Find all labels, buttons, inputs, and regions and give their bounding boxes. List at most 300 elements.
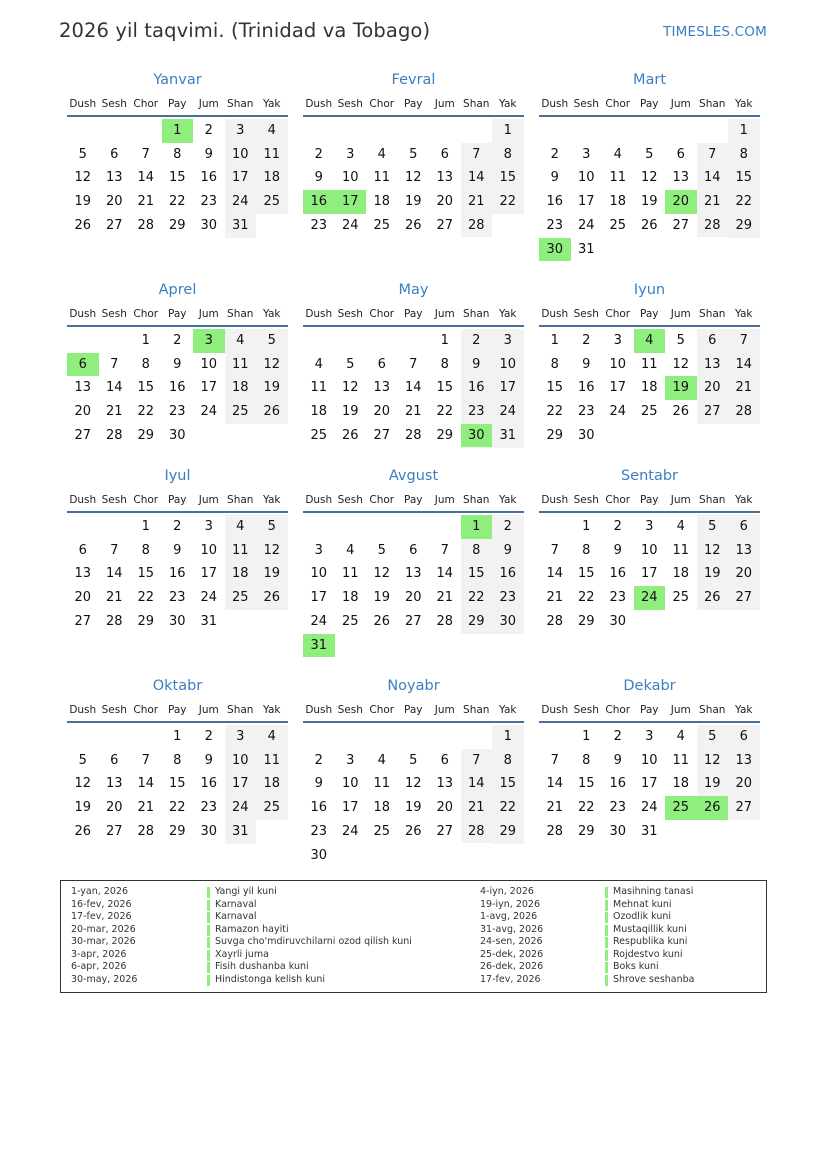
day-cell[interactable]: 27: [436, 823, 454, 839]
day-cell[interactable]: 12: [74, 170, 92, 186]
day-cell[interactable]: 24: [231, 800, 249, 816]
day-cell[interactable]: 13: [74, 566, 92, 582]
day-cell[interactable]: 22: [436, 404, 454, 420]
day-cell[interactable]: 6: [440, 146, 449, 162]
day-cell[interactable]: 20: [105, 800, 123, 816]
day-cell[interactable]: 16: [310, 800, 328, 816]
day-cell[interactable]: 31: [640, 823, 658, 839]
day-cell[interactable]: 7: [409, 356, 418, 372]
day-cell[interactable]: 26: [341, 427, 359, 443]
day-cell[interactable]: 18: [341, 590, 359, 606]
day-cell[interactable]: 29: [168, 823, 186, 839]
day-cell[interactable]: 1: [503, 123, 512, 138]
day-cell[interactable]: 19: [703, 776, 721, 792]
day-cell[interactable]: 5: [645, 146, 654, 162]
day-cell[interactable]: 31: [231, 217, 249, 233]
day-cell[interactable]: 26: [404, 823, 422, 839]
day-cell[interactable]: 23: [577, 404, 595, 420]
holiday-day[interactable]: 1: [461, 515, 493, 539]
day-cell[interactable]: 21: [467, 800, 485, 816]
day-cell[interactable]: 4: [236, 519, 245, 534]
day-cell[interactable]: 30: [168, 613, 186, 629]
day-cell[interactable]: 5: [409, 752, 418, 768]
day-cell[interactable]: 8: [739, 146, 748, 162]
day-cell[interactable]: 20: [703, 380, 721, 396]
day-cell[interactable]: 28: [105, 427, 123, 443]
day-cell[interactable]: 26: [404, 217, 422, 233]
day-cell[interactable]: 18: [672, 776, 690, 792]
day-cell[interactable]: 8: [141, 356, 150, 372]
day-cell[interactable]: 15: [436, 380, 454, 396]
day-cell[interactable]: 12: [341, 380, 359, 396]
day-cell[interactable]: 18: [373, 800, 391, 816]
day-cell[interactable]: 16: [546, 194, 564, 210]
day-cell[interactable]: 10: [341, 170, 359, 186]
day-cell[interactable]: 4: [676, 729, 685, 744]
day-cell[interactable]: 23: [200, 800, 218, 816]
day-cell[interactable]: 14: [105, 380, 123, 396]
day-cell[interactable]: 27: [74, 427, 92, 443]
day-cell[interactable]: 21: [436, 590, 454, 606]
day-cell[interactable]: 27: [703, 404, 721, 420]
day-cell[interactable]: 31: [200, 613, 218, 629]
day-cell[interactable]: 13: [735, 752, 753, 768]
day-cell[interactable]: 7: [739, 333, 748, 348]
day-cell[interactable]: 14: [735, 356, 753, 372]
day-cell[interactable]: 11: [231, 542, 249, 558]
day-cell[interactable]: 8: [550, 356, 559, 372]
day-cell[interactable]: 8: [173, 146, 182, 162]
day-cell[interactable]: 4: [267, 123, 276, 138]
day-cell[interactable]: 22: [168, 800, 186, 816]
day-cell[interactable]: 4: [236, 333, 245, 348]
day-cell[interactable]: 9: [582, 356, 591, 372]
day-cell[interactable]: 17: [231, 170, 249, 186]
day-cell[interactable]: 2: [173, 519, 182, 534]
day-cell[interactable]: 18: [263, 170, 281, 186]
day-cell[interactable]: 2: [204, 729, 213, 744]
day-cell[interactable]: 16: [577, 380, 595, 396]
day-cell[interactable]: 2: [173, 333, 182, 348]
day-cell[interactable]: 14: [137, 776, 155, 792]
day-cell[interactable]: 28: [105, 613, 123, 629]
day-cell[interactable]: 3: [236, 729, 245, 744]
day-cell[interactable]: 1: [173, 729, 182, 744]
day-cell[interactable]: 18: [231, 380, 249, 396]
day-cell[interactable]: 3: [314, 542, 323, 558]
day-cell[interactable]: 10: [231, 146, 249, 162]
day-cell[interactable]: 14: [404, 380, 422, 396]
day-cell[interactable]: 8: [503, 752, 512, 768]
day-cell[interactable]: 23: [200, 194, 218, 210]
day-cell[interactable]: 20: [436, 800, 454, 816]
day-cell[interactable]: 18: [672, 566, 690, 582]
day-cell[interactable]: 23: [609, 800, 627, 816]
holiday-day[interactable]: 3: [193, 329, 225, 353]
day-cell[interactable]: 15: [168, 170, 186, 186]
day-cell[interactable]: 1: [582, 519, 591, 534]
day-cell[interactable]: 14: [546, 776, 564, 792]
day-cell[interactable]: 4: [346, 542, 355, 558]
day-cell[interactable]: 11: [341, 566, 359, 582]
day-cell[interactable]: 10: [310, 566, 328, 582]
day-cell[interactable]: 26: [74, 217, 92, 233]
day-cell[interactable]: 8: [582, 752, 591, 768]
day-cell[interactable]: 13: [703, 356, 721, 372]
day-cell[interactable]: 24: [640, 800, 658, 816]
day-cell[interactable]: 30: [499, 613, 517, 629]
day-cell[interactable]: 25: [310, 427, 328, 443]
day-cell[interactable]: 30: [609, 823, 627, 839]
day-cell[interactable]: 16: [200, 170, 218, 186]
day-cell[interactable]: 6: [409, 542, 418, 558]
day-cell[interactable]: 29: [577, 823, 595, 839]
day-cell[interactable]: 26: [640, 217, 658, 233]
day-cell[interactable]: 6: [708, 333, 717, 348]
day-cell[interactable]: 28: [467, 823, 485, 839]
day-cell[interactable]: 15: [735, 170, 753, 186]
day-cell[interactable]: 13: [105, 776, 123, 792]
day-cell[interactable]: 9: [314, 776, 323, 792]
day-cell[interactable]: 28: [546, 613, 564, 629]
day-cell[interactable]: 5: [377, 542, 386, 558]
day-cell[interactable]: 14: [703, 170, 721, 186]
day-cell[interactable]: 1: [141, 519, 150, 534]
day-cell[interactable]: 7: [708, 146, 717, 162]
day-cell[interactable]: 4: [267, 729, 276, 744]
day-cell[interactable]: 25: [263, 194, 281, 210]
day-cell[interactable]: 6: [739, 519, 748, 534]
day-cell[interactable]: 14: [137, 170, 155, 186]
day-cell[interactable]: 24: [310, 613, 328, 629]
day-cell[interactable]: 11: [373, 776, 391, 792]
day-cell[interactable]: 23: [168, 404, 186, 420]
day-cell[interactable]: 15: [168, 776, 186, 792]
day-cell[interactable]: 11: [373, 170, 391, 186]
day-cell[interactable]: 3: [236, 123, 245, 138]
day-cell[interactable]: 7: [550, 542, 559, 558]
day-cell[interactable]: 21: [105, 404, 123, 420]
day-cell[interactable]: 24: [200, 404, 218, 420]
day-cell[interactable]: 17: [310, 590, 328, 606]
day-cell[interactable]: 5: [708, 519, 717, 534]
day-cell[interactable]: 5: [267, 519, 276, 534]
day-cell[interactable]: 17: [200, 380, 218, 396]
day-cell[interactable]: 1: [550, 333, 559, 348]
day-cell[interactable]: 15: [577, 776, 595, 792]
day-cell[interactable]: 8: [582, 542, 591, 558]
day-cell[interactable]: 23: [546, 217, 564, 233]
day-cell[interactable]: 22: [137, 590, 155, 606]
day-cell[interactable]: 1: [141, 333, 150, 348]
day-cell[interactable]: 5: [409, 146, 418, 162]
day-cell[interactable]: 6: [440, 752, 449, 768]
day-cell[interactable]: 22: [577, 800, 595, 816]
day-cell[interactable]: 30: [577, 427, 595, 443]
day-cell[interactable]: 21: [137, 800, 155, 816]
day-cell[interactable]: 15: [137, 566, 155, 582]
day-cell[interactable]: 15: [467, 566, 485, 582]
day-cell[interactable]: 3: [582, 146, 591, 162]
day-cell[interactable]: 3: [346, 146, 355, 162]
day-cell[interactable]: 3: [346, 752, 355, 768]
day-cell[interactable]: 21: [546, 800, 564, 816]
day-cell[interactable]: 17: [231, 776, 249, 792]
day-cell[interactable]: 19: [341, 404, 359, 420]
day-cell[interactable]: 30: [200, 217, 218, 233]
day-cell[interactable]: 17: [609, 380, 627, 396]
day-cell[interactable]: 13: [373, 380, 391, 396]
day-cell[interactable]: 8: [173, 752, 182, 768]
day-cell[interactable]: 28: [404, 427, 422, 443]
day-cell[interactable]: 29: [735, 217, 753, 233]
day-cell[interactable]: 2: [472, 333, 481, 348]
day-cell[interactable]: 6: [110, 146, 119, 162]
day-cell[interactable]: 12: [703, 752, 721, 768]
day-cell[interactable]: 16: [609, 776, 627, 792]
day-cell[interactable]: 19: [263, 380, 281, 396]
holiday-day[interactable]: 1: [162, 119, 194, 143]
day-cell[interactable]: 18: [373, 194, 391, 210]
holiday-day[interactable]: 25: [665, 796, 697, 820]
day-cell[interactable]: 20: [373, 404, 391, 420]
day-cell[interactable]: 9: [314, 170, 323, 186]
day-cell[interactable]: 14: [546, 566, 564, 582]
day-cell[interactable]: 25: [640, 404, 658, 420]
holiday-day[interactable]: 17: [335, 190, 367, 214]
day-cell[interactable]: 9: [503, 542, 512, 558]
day-cell[interactable]: 31: [499, 427, 517, 443]
day-cell[interactable]: 27: [105, 823, 123, 839]
day-cell[interactable]: 16: [609, 566, 627, 582]
day-cell[interactable]: 11: [672, 542, 690, 558]
day-cell[interactable]: 24: [609, 404, 627, 420]
holiday-day[interactable]: 4: [634, 329, 666, 353]
day-cell[interactable]: 7: [141, 146, 150, 162]
day-cell[interactable]: 11: [231, 356, 249, 372]
day-cell[interactable]: 9: [204, 146, 213, 162]
day-cell[interactable]: 6: [78, 542, 87, 558]
day-cell[interactable]: 5: [676, 333, 685, 348]
day-cell[interactable]: 25: [231, 590, 249, 606]
day-cell[interactable]: 27: [74, 613, 92, 629]
day-cell[interactable]: 9: [204, 752, 213, 768]
day-cell[interactable]: 7: [472, 146, 481, 162]
day-cell[interactable]: 21: [546, 590, 564, 606]
day-cell[interactable]: 11: [263, 146, 281, 162]
day-cell[interactable]: 2: [314, 752, 323, 768]
day-cell[interactable]: 19: [373, 590, 391, 606]
day-cell[interactable]: 12: [263, 356, 281, 372]
day-cell[interactable]: 9: [173, 542, 182, 558]
day-cell[interactable]: 11: [263, 752, 281, 768]
day-cell[interactable]: 8: [503, 146, 512, 162]
day-cell[interactable]: 24: [577, 217, 595, 233]
day-cell[interactable]: 23: [168, 590, 186, 606]
day-cell[interactable]: 2: [314, 146, 323, 162]
day-cell[interactable]: 13: [74, 380, 92, 396]
day-cell[interactable]: 25: [231, 404, 249, 420]
day-cell[interactable]: 28: [735, 404, 753, 420]
holiday-day[interactable]: 30: [461, 424, 493, 448]
day-cell[interactable]: 26: [74, 823, 92, 839]
day-cell[interactable]: 12: [404, 776, 422, 792]
day-cell[interactable]: 16: [200, 776, 218, 792]
day-cell[interactable]: 30: [310, 847, 328, 863]
day-cell[interactable]: 11: [672, 752, 690, 768]
day-cell[interactable]: 12: [640, 170, 658, 186]
day-cell[interactable]: 10: [640, 542, 658, 558]
day-cell[interactable]: 18: [640, 380, 658, 396]
day-cell[interactable]: 20: [74, 404, 92, 420]
day-cell[interactable]: 25: [341, 613, 359, 629]
day-cell[interactable]: 17: [640, 566, 658, 582]
day-cell[interactable]: 9: [472, 356, 481, 372]
day-cell[interactable]: 23: [467, 404, 485, 420]
day-cell[interactable]: 10: [499, 356, 517, 372]
brand-link[interactable]: TIMESLES.COM: [663, 24, 767, 40]
day-cell[interactable]: 10: [577, 170, 595, 186]
day-cell[interactable]: 24: [341, 217, 359, 233]
day-cell[interactable]: 7: [550, 752, 559, 768]
day-cell[interactable]: 29: [137, 613, 155, 629]
day-cell[interactable]: 13: [672, 170, 690, 186]
day-cell[interactable]: 11: [640, 356, 658, 372]
day-cell[interactable]: 29: [499, 823, 517, 839]
holiday-day[interactable]: 26: [697, 796, 729, 820]
day-cell[interactable]: 12: [703, 542, 721, 558]
day-cell[interactable]: 25: [373, 823, 391, 839]
day-cell[interactable]: 25: [263, 800, 281, 816]
day-cell[interactable]: 11: [310, 380, 328, 396]
day-cell[interactable]: 22: [577, 590, 595, 606]
day-cell[interactable]: 22: [499, 194, 517, 210]
day-cell[interactable]: 2: [582, 333, 591, 348]
day-cell[interactable]: 26: [703, 590, 721, 606]
day-cell[interactable]: 8: [141, 542, 150, 558]
day-cell[interactable]: 20: [735, 566, 753, 582]
day-cell[interactable]: 18: [310, 404, 328, 420]
day-cell[interactable]: 30: [200, 823, 218, 839]
day-cell[interactable]: 7: [110, 542, 119, 558]
day-cell[interactable]: 2: [503, 519, 512, 534]
day-cell[interactable]: 18: [231, 566, 249, 582]
day-cell[interactable]: 13: [436, 776, 454, 792]
day-cell[interactable]: 22: [735, 194, 753, 210]
day-cell[interactable]: 20: [74, 590, 92, 606]
day-cell[interactable]: 13: [436, 170, 454, 186]
day-cell[interactable]: 17: [200, 566, 218, 582]
day-cell[interactable]: 19: [74, 194, 92, 210]
day-cell[interactable]: 27: [436, 217, 454, 233]
day-cell[interactable]: 19: [703, 566, 721, 582]
day-cell[interactable]: 15: [546, 380, 564, 396]
day-cell[interactable]: 6: [377, 356, 386, 372]
day-cell[interactable]: 23: [310, 217, 328, 233]
day-cell[interactable]: 6: [676, 146, 685, 162]
day-cell[interactable]: 6: [110, 752, 119, 768]
day-cell[interactable]: 5: [346, 356, 355, 372]
day-cell[interactable]: 26: [672, 404, 690, 420]
day-cell[interactable]: 12: [672, 356, 690, 372]
day-cell[interactable]: 17: [577, 194, 595, 210]
day-cell[interactable]: 7: [110, 356, 119, 372]
day-cell[interactable]: 14: [467, 170, 485, 186]
day-cell[interactable]: 3: [613, 333, 622, 348]
day-cell[interactable]: 18: [263, 776, 281, 792]
day-cell[interactable]: 30: [609, 613, 627, 629]
day-cell[interactable]: 27: [404, 613, 422, 629]
day-cell[interactable]: 6: [739, 729, 748, 744]
day-cell[interactable]: 2: [204, 123, 213, 138]
day-cell[interactable]: 10: [231, 752, 249, 768]
day-cell[interactable]: 9: [613, 752, 622, 768]
day-cell[interactable]: 3: [204, 519, 213, 534]
day-cell[interactable]: 12: [373, 566, 391, 582]
day-cell[interactable]: 14: [436, 566, 454, 582]
day-cell[interactable]: 22: [467, 590, 485, 606]
day-cell[interactable]: 29: [168, 217, 186, 233]
day-cell[interactable]: 26: [263, 590, 281, 606]
day-cell[interactable]: 10: [640, 752, 658, 768]
day-cell[interactable]: 15: [499, 776, 517, 792]
day-cell[interactable]: 19: [263, 566, 281, 582]
day-cell[interactable]: 16: [168, 566, 186, 582]
day-cell[interactable]: 29: [436, 427, 454, 443]
day-cell[interactable]: 8: [440, 356, 449, 372]
day-cell[interactable]: 27: [373, 427, 391, 443]
day-cell[interactable]: 12: [74, 776, 92, 792]
holiday-day[interactable]: 20: [665, 190, 697, 214]
day-cell[interactable]: 28: [703, 217, 721, 233]
day-cell[interactable]: 20: [105, 194, 123, 210]
day-cell[interactable]: 10: [200, 356, 218, 372]
day-cell[interactable]: 1: [503, 729, 512, 744]
day-cell[interactable]: 21: [703, 194, 721, 210]
day-cell[interactable]: 31: [577, 241, 595, 257]
day-cell[interactable]: 21: [735, 380, 753, 396]
day-cell[interactable]: 8: [472, 542, 481, 558]
day-cell[interactable]: 29: [577, 613, 595, 629]
day-cell[interactable]: 13: [105, 170, 123, 186]
day-cell[interactable]: 28: [436, 613, 454, 629]
day-cell[interactable]: 19: [74, 800, 92, 816]
day-cell[interactable]: 17: [499, 380, 517, 396]
day-cell[interactable]: 10: [341, 776, 359, 792]
day-cell[interactable]: 7: [141, 752, 150, 768]
day-cell[interactable]: 30: [168, 427, 186, 443]
day-cell[interactable]: 22: [499, 800, 517, 816]
day-cell[interactable]: 1: [440, 333, 449, 348]
day-cell[interactable]: 15: [499, 170, 517, 186]
day-cell[interactable]: 20: [735, 776, 753, 792]
day-cell[interactable]: 5: [708, 729, 717, 744]
day-cell[interactable]: 24: [200, 590, 218, 606]
day-cell[interactable]: 9: [550, 170, 559, 186]
day-cell[interactable]: 20: [404, 590, 422, 606]
day-cell[interactable]: 13: [735, 542, 753, 558]
holiday-day[interactable]: 6: [67, 353, 99, 377]
day-cell[interactable]: 28: [137, 217, 155, 233]
day-cell[interactable]: 15: [577, 566, 595, 582]
holiday-day[interactable]: 31: [303, 634, 335, 658]
day-cell[interactable]: 7: [472, 752, 481, 768]
day-cell[interactable]: 26: [263, 404, 281, 420]
day-cell[interactable]: 9: [173, 356, 182, 372]
day-cell[interactable]: 16: [499, 566, 517, 582]
holiday-day[interactable]: 19: [665, 376, 697, 400]
day-cell[interactable]: 28: [467, 217, 485, 233]
